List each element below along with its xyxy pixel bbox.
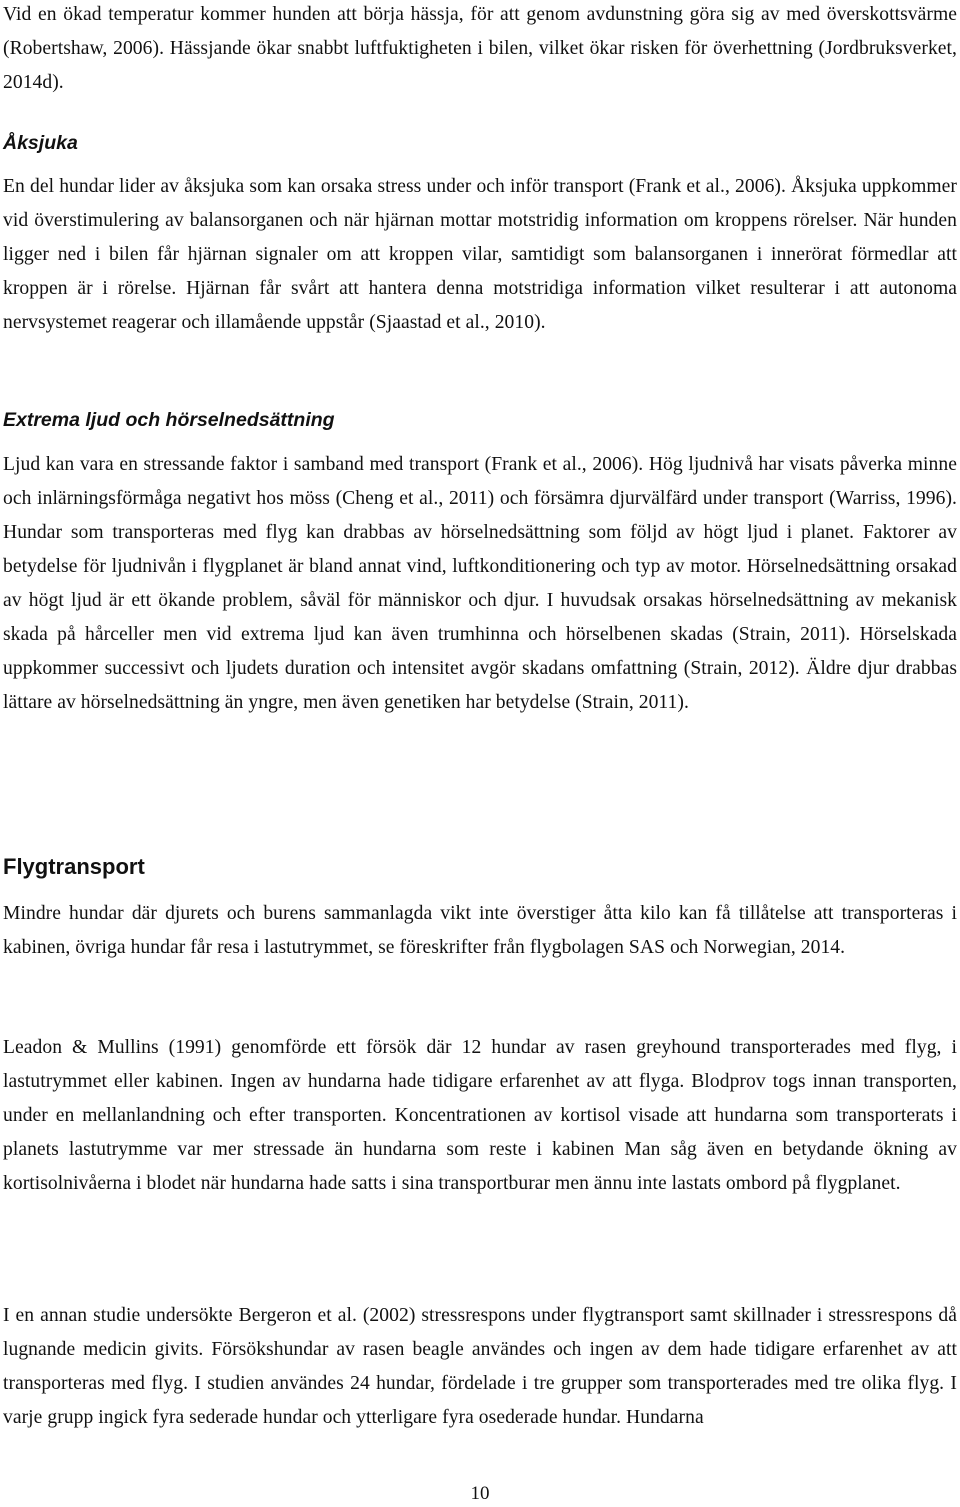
- heading-aksjuka: Åksjuka: [3, 132, 78, 154]
- paragraph-leadon-mullins: Leadon & Mullins (1991) genomförde ett försök där 12 hundar av rasen greyhound transporterades med flyg, i lastutrymmet eller kabinen. Ingen av hundarna hade tidigare erfarenhet av att flyga. Blodprov togs innan transporten, under en mellanlandning och efter transporten. Koncentrationen av kortisol visade att hundarna som transporterats i planets lastutrymme var mer stressade än hundarna som reste i kabinen Man såg även en betydande ökning av kortisolnivåerna i blodet när hundarna hade satts i sina transportburar men ännu inte lastats ombord på flygplanet.: [3, 1037, 957, 1194]
- heading-flygtransport: Flygtransport: [3, 854, 145, 879]
- heading-extrema-ljud: Extrema ljud och hörselnedsättning: [3, 409, 335, 431]
- paragraph-aksjuka: En del hundar lider av åksjuka som kan orsaka stress under och inför transport (Frank et al., 2006). Åksjuka uppkommer vid överstimulering av balansorganen och när hjärnan mottar motstridig information om kroppens rörelser. När hunden ligger ned i bilen får hjärnan signaler om att kroppen vilar, samtidigt som balansorganen i innerörat förmedlar att kroppen är i rörelse. Hjärnan får svårt att hantera denna motstridiga information vilket resulterar i att autonoma nervsystemet reagerar och illamående uppstår (Sjaastad et al., 2010).: [3, 176, 957, 333]
- paragraph-temperature: Vid en ökad temperatur kommer hunden att börja hässja, för att genom avdunstning göra sig av med överskottsvärme (Robertshaw, 2006). Hässjande ökar snabbt luftfuktigheten i bilen, vilket ökar risken för överhettning (Jordbruksverket, 2014d).: [3, 4, 957, 93]
- page-number: 10: [470, 1483, 490, 1504]
- paragraph-ljud: Ljud kan vara en stressande faktor i samband med transport (Frank et al., 2006). Hög ljudnivå har visats påverka minne och inlärningsförmåga negativt hos möss (Cheng et al., 2011) och försämra djurvälfärd under transport (Warriss, 1996). Hundar som transporteras med flyg kan drabbas av hörselnedsättning som följd av högt ljud i planet. Faktorer av betydelse för ljudnivån i flygplanet är bland annat vind, luftkonditionering och typ av motor. Hörselnedsättning orsakad av högt ljud är ett ökande problem, såväl för människor och djur. I huvudsak orsakas hörselnedsättning av mekanisk skada på hårceller men vid extrema ljud kan även trumhinna och hörselbenen skadas (Strain, 2011). Hörselskada uppkommer successivt och ljudets duration och intensitet avgör skadans omfattning (Strain, 2012). Äldre djur drabbas lättare av hörselnedsättning än yngre, men även genetiken har betydelse (Strain, 2011).: [3, 454, 957, 713]
- paragraph-bergeron: I en annan studie undersökte Bergeron et al. (2002) stressrespons under flygtransport samt skillnader i stressrespons då lugnande medicin givits. Försökshundar av rasen beagle användes och ingen av dem hade tidigare erfarenhet av att transporteras med flyg. I studien användes 24 hundar, fördelade i tre grupper som transporterades med tre olika flyg. I varje grupp ingick fyra sederade hundar och ytterligare fyra osederade hundar. Hundarna: [3, 1305, 957, 1428]
- paragraph-kabin: Mindre hundar där djurets och burens sammanlagda vikt inte överstiger åtta kilo kan få tillåtelse att transporteras i kabinen, övriga hundar får resa i lastutrymmet, se föreskrifter från flygbolagen SAS och Norwegian, 2014.: [3, 903, 957, 958]
